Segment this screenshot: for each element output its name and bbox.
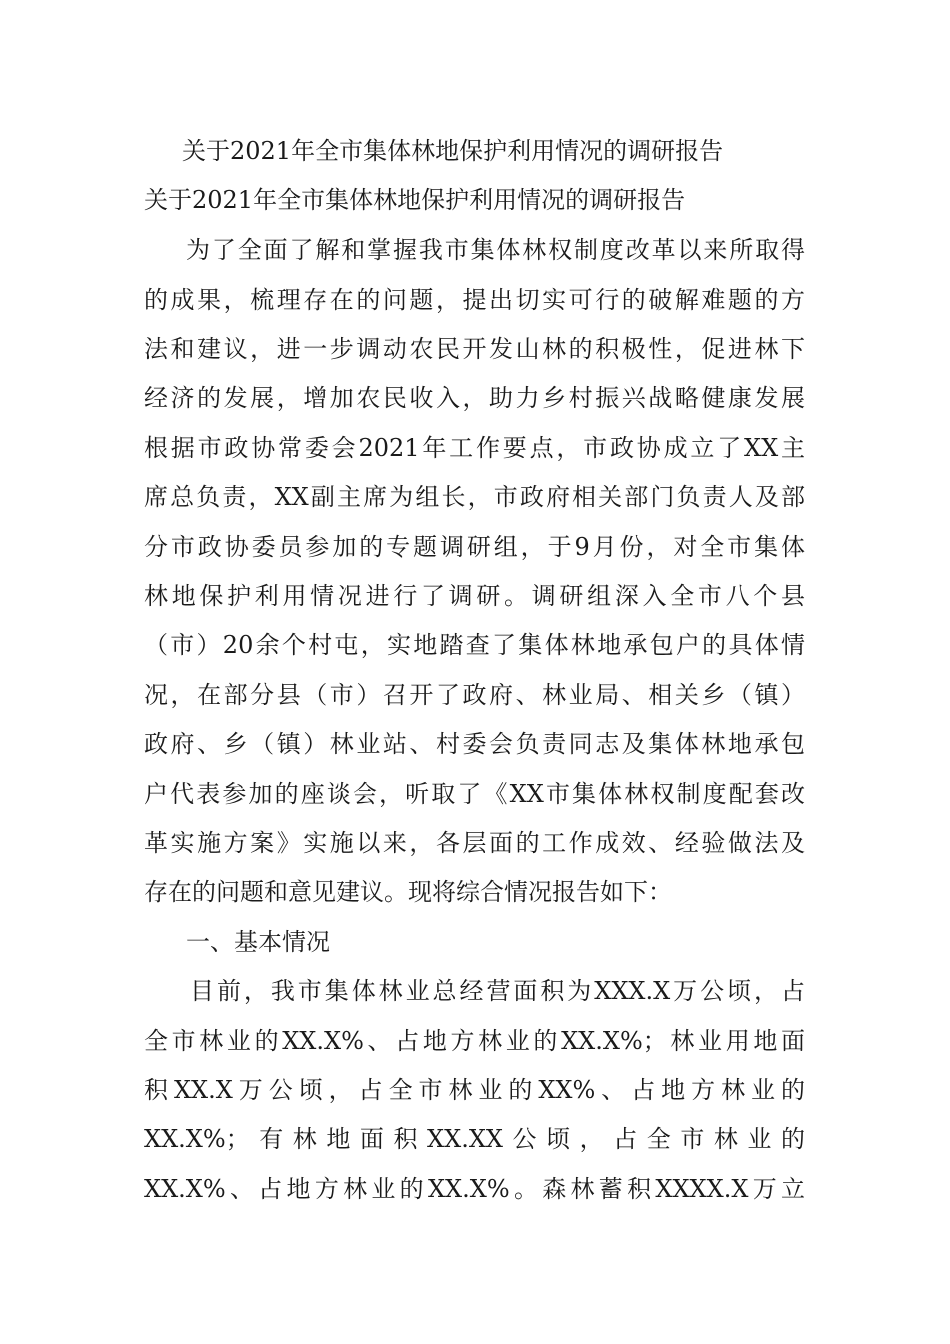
intro-line: 政府、乡（镇）林业站、村委会负责同志及集体林地承包 xyxy=(144,730,805,758)
section-line: 目前，我市集体林业总经营面积为XXX.X万公顷，占 xyxy=(190,977,805,1005)
intro-line: 况，在部分县（市）召开了政府、林业局、相关乡（镇） xyxy=(144,681,805,709)
intro-line: 席总负责，XX副主席为组长，市政府相关部门负责人及部 xyxy=(144,483,805,511)
intro-line: 革实施方案》实施以来，各层面的工作成效、经验做法及 xyxy=(144,829,805,857)
intro-line: 的成果，梳理存在的问题，提出切实可行的破解难题的方 xyxy=(144,286,805,314)
section-line: XX.X%；有林地面积XX.XX公顷，占全市林业的 xyxy=(144,1125,805,1153)
header-title: 关于2021年全市集体林地保护利用情况的调研报告 xyxy=(182,137,724,165)
intro-line: 存在的问题和意见建议。现将综合情况报告如下： xyxy=(144,878,672,906)
intro-line: （市）20余个村屯，实地踏查了集体林地承包户的具体情 xyxy=(144,631,805,659)
intro-line: 分市政协委员参加的专题调研组，于9月份，对全市集体 xyxy=(144,533,805,561)
intro-line: 经济的发展，增加农民收入，助力乡村振兴战略健康发展 xyxy=(144,384,805,412)
intro-line: 户代表参加的座谈会，听取了《XX市集体林权制度配套改 xyxy=(144,780,805,808)
intro-line: 林地保护利用情况进行了调研。调研组深入全市八个县 xyxy=(144,582,805,610)
section-line: 全市林业的XX.X%、占地方林业的XX.X%；林业用地面 xyxy=(144,1027,805,1055)
section-line: 积XX.X万公顷，占全市林业的XX%、占地方林业的 xyxy=(144,1076,805,1104)
intro-line: 法和建议，进一步调动农民开发山林的积极性，促进林下 xyxy=(144,335,805,363)
intro-line: 根据市政协常委会2021年工作要点，市政协成立了XX主 xyxy=(144,434,805,462)
section-heading: 一、基本情况 xyxy=(186,928,330,956)
report-subtitle: 关于2021年全市集体林地保护利用情况的调研报告 xyxy=(144,186,686,214)
section-line: XX.X%、占地方林业的XX.X%。森林蓄积XXXX.X万立 xyxy=(144,1175,805,1203)
intro-line: 为了全面了解和掌握我市集体林权制度改革以来所取得 xyxy=(186,236,805,264)
